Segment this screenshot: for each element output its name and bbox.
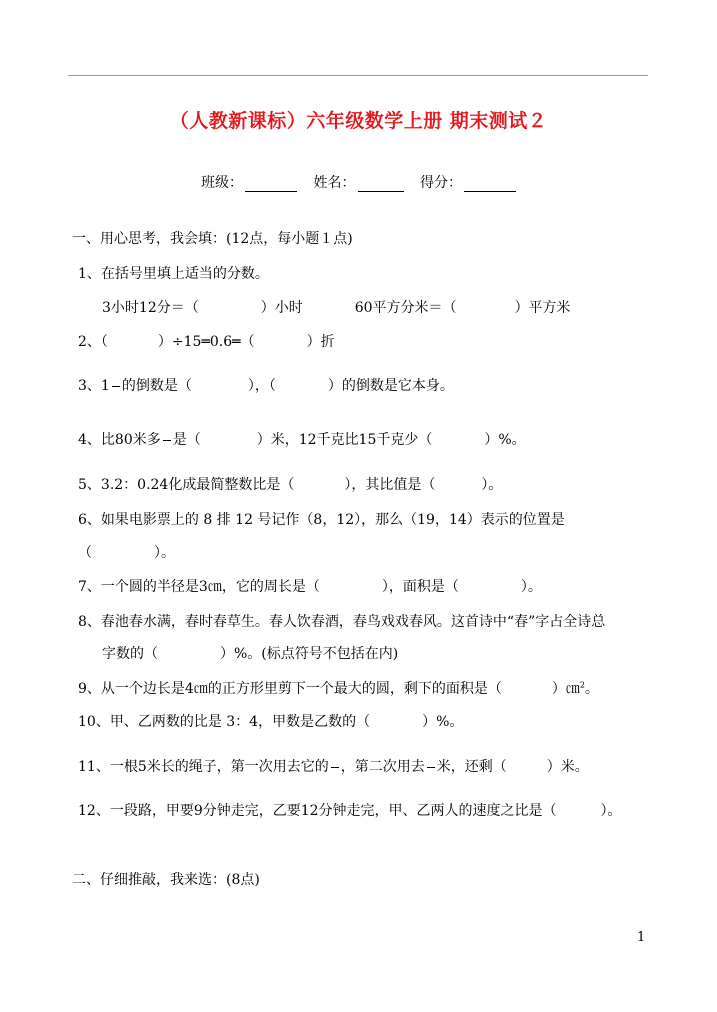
question-8: 8、春池春水满，春时春草生。春人饮春酒，春鸟戏戏春风。这首诗中“春”字占全诗总 [78,614,606,630]
question-10: 10、甲、乙两数的比是 3：4，甲数是乙数的（ ）%。 [78,714,464,730]
name-blank[interactable] [358,191,404,192]
page-number: 1 [637,930,646,945]
page-title: （人教新课标）六年级数学上册 期末测试２ [169,110,548,132]
score-blank[interactable] [464,191,516,192]
fraction-bar [331,767,339,768]
question-4: 4、比80米多 是（ ）米，12千克比15千克少（ ）%。 [78,432,526,448]
question-5: 5、3.2：0.24化成最简整数比是（ ），其比值是（ ）。 [78,477,503,493]
score-field: 得分： [420,172,516,192]
name-field: 姓名： [314,172,404,192]
question-8-continued: 字数的（ ）%。(标点符号不包括在内) [102,646,399,662]
fraction-bar [427,767,435,768]
class-blank[interactable] [245,191,297,192]
question-1-parts: 3小时12分＝（ ）小时 60平方分米＝（ ）平方米 [102,300,571,316]
class-field: 班级： [201,172,297,192]
question-6: 6、如果电影票上的 8 排 12 号记作（8，12），那么（19，14）表示的位置是 [78,512,565,528]
student-info [0,172,717,192]
section-1-title: 一、用心思考，我会填：(12点，每小题１点) [72,231,353,247]
question-9: 9、从一个边长是4㎝的正方形里剪下一个最大的圆，剩下的面积是（ ）㎝$^2$。 [78,680,599,697]
question-7: 7、一个圆的半径是3㎝，它的周长是（ ），面积是（ ）。 [78,579,542,595]
question-1: 1、在括号里填上适当的分数。 [78,266,269,282]
fraction-bar [163,440,171,441]
question-6-continued: （ ）。 [78,545,175,561]
question-2: 2、（ ）÷15═0.6═（ ）折 [78,334,335,350]
fraction-bar [112,386,120,387]
question-3: 3、1 的倒数是（ ），（ ）的倒数是它本身。 [78,378,454,394]
header-rule [68,75,648,76]
question-11: 11、一根5米长的绳子，第一次用去它的 ，第二次用去 米，还剩（ ）米。 [78,759,589,775]
question-12: 12、一段路，甲要9分钟走完，乙要12分钟走完，甲、乙两人的速度之比是（ ）。 [78,803,622,819]
section-2-title: 二、仔细推敲，我来选：(8点) [72,872,260,888]
